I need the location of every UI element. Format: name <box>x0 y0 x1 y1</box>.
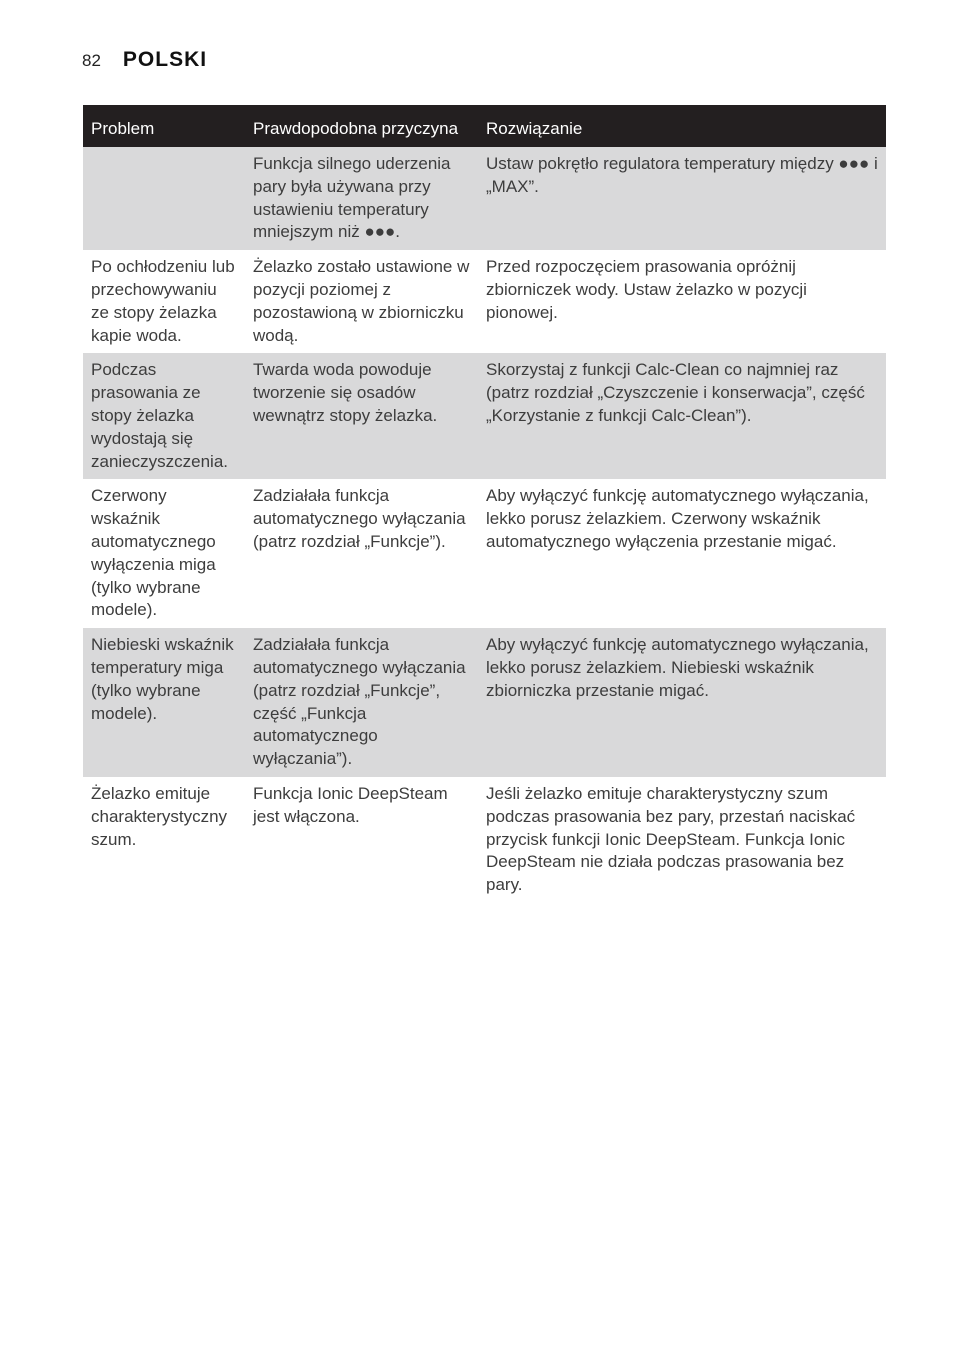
cause-cell: Twarda woda powoduje tworzenie się osadów wewnątrz stopy żelazka. <box>245 353 478 479</box>
solution-cell: Skorzystaj z funkcji Calc-Clean co najmniej raz (patrz rozdział „Czyszczenie i konserwacja”, część „Korzystanie z funkcji Calc-Clean”). <box>478 353 886 479</box>
problem-cell: Podczas prasowania ze stopy żelazka wydostają się zanieczyszczenia. <box>83 353 245 479</box>
cause-cell: Zadziałała funkcja automatycznego wyłączania (patrz rozdział „Funkcje”, część „Funkcja automatycznego wyłączania”). <box>245 628 478 777</box>
solution-cell: Ustaw pokrętło regulatora temperatury między ●●● i „MAX”. <box>478 147 886 250</box>
problem-cell: Po ochłodzeniu lub przechowywaniu ze stopy żelazka kapie woda. <box>91 257 235 345</box>
cause-cell: Zadziałała funkcja automatycznego wyłączania (patrz rozdział „Funkcje”). <box>253 486 466 551</box>
problem-cell <box>83 147 245 250</box>
page-number: 82 <box>82 51 101 70</box>
section-language-title: POLSKI <box>122 48 208 71</box>
table-row <box>83 250 886 353</box>
cause-cell: Funkcja Ionic DeepSteam jest włączona. <box>253 783 448 826</box>
table-row <box>83 628 886 777</box>
table-row <box>83 777 886 903</box>
table-row <box>83 147 886 250</box>
column-header-problem: Problem <box>83 105 245 147</box>
column-header-solution: Rozwiązanie <box>478 105 886 147</box>
solution-cell: Przed rozpoczęciem prasowania opróżnij zbiorniczek wody. Ustaw żelazko w pozycji pionowej. <box>486 257 807 322</box>
problem-cell: Żelazko emituje charakterystyczny szum. <box>91 783 228 849</box>
solution-cell: Aby wyłączyć funkcję automatycznego wyłączania, lekko porusz żelazkiem. Niebieski wskaźnik zbiorniczka przestanie migać. <box>478 628 886 777</box>
solution-cell: Aby wyłączyć funkcję automatycznego wyłączania, lekko porusz żelazkiem. Czerwony wskaźnik automatycznego wyłączenia przestanie migać. <box>486 486 869 551</box>
column-header-cause: Prawdopodobna przyczyna <box>245 105 478 147</box>
problem-cell: Czerwony wskaźnik automatycznego wyłączenia miga (tylko wybrane modele). <box>91 486 216 620</box>
troubleshooting-table <box>83 105 886 903</box>
table-row <box>83 353 886 479</box>
problem-cell: Niebieski wskaźnik temperatury miga (tylko wybrane modele). <box>83 628 245 777</box>
table-row <box>83 479 886 628</box>
table-header-row <box>83 105 886 147</box>
solution-cell: Jeśli żelazko emituje charakterystyczny szum podczas prasowania bez pary, przestań naciskać przycisk funkcji Ionic DeepSteam. Funkcja Ionic DeepSteam nie działa podczas prasowania bez pary. <box>486 783 856 895</box>
cause-cell: Żelazko zostało ustawione w pozycji poziomej z pozostawioną w zbiorniczku wodą. <box>253 257 470 345</box>
page-header <box>82 48 207 72</box>
cause-cell: Funkcja silnego uderzenia pary była używana przy ustawieniu temperatury mniejszym niż ●●●. <box>245 147 478 250</box>
